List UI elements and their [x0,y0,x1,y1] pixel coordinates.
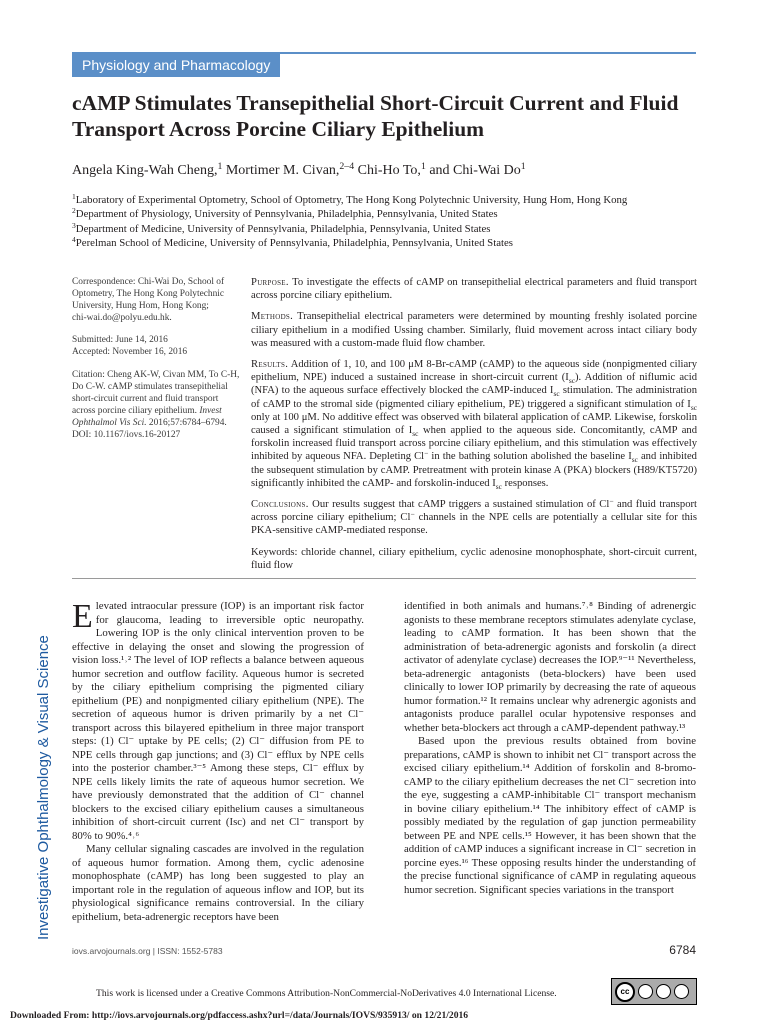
affiliation-4: $^4$Perelman School of Medicine, University of Pennsylvania, Philadelphia, Pennsylvania, United States [72,235,513,249]
correspondence-email[interactable]: chi-wai.do@polyu.edu.hk. [72,313,172,324]
body-paragraph: Based upon the previous results obtained from bovine preparations, cAMP is shown to inhibit net Cl⁻ transport across the excised ciliary epithelium.¹⁴ Addition of forskolin and 8-bromo-cAMP to the ciliary epithelium decreases the net Cl⁻ secretion into the eye, suggesting a cAMP-inhibitable Cl⁻ transport mechanism in bovine ciliary epithelium.¹⁴ The inhibitory effect of cAMP is possibly mediated by the regulation of gap junction permeability between PE and NPE cells.¹⁵ However, it has been shown that the addition of cAMP induces a significant increase in Cl⁻ secretion in porcine eyes.¹⁶ These opposing results hinder the understanding of the precise functional significance of cAMP in regulating aqueous humor secretion. Significant species variations in the transport [404,735,696,896]
by-icon [638,984,653,999]
body-column-left [72,600,364,924]
body-column-right [404,600,696,897]
abstract-purpose: Purpose. To investigate the effects of cAMP on transepithelial electrical parameters and fluid transport across porcine ciliary epithelium. [251,277,697,302]
affiliation-2: $^2$Department of Physiology, University of Pennsylvania, Philadelphia, Pennsylvania, United States [72,206,498,221]
abstract-divider [72,578,696,579]
cc-license-badge[interactable] [611,978,697,1005]
body-paragraph: Elevated intraocular pressure (IOP) is an important risk factor for glaucoma, leading to irreversible optic neuropathy. Lowering IOP is the only clinical intervention proven to be effective in delaying the onset and slowing the progression of vision loss.¹˒² The level of IOP reflects a balance between aqueous humor secretion and outflow facility. Aqueous humor is secreted by the ciliary epithelium comprising the pigmented ciliary epithelium (PE) and nonpigmented ciliary epithelium (NPE). The secretion of aqueous humor is driven primarily by a net Cl⁻ transport across this bilayered epithelium in three major transport steps: (1) Cl⁻ uptake by PE cells; (2) Cl⁻ diffusion from PE to NPE cells through gap junctions; and (3) Cl⁻ efflux by NPE cells into the posterior chamber.³⁻⁵ Among these steps, Cl⁻ efflux by NPE cells likely limits the rate of aqueous humor secretion. We have previously demonstrated that the addition of Cl⁻ channel blockers to the excised ciliary epithelium causes a simultaneous inhibition of short-circuit current (Isc) and net Cl⁻ transport by 80% to 90%.⁴˒⁶ [72,598,364,842]
affiliations [72,193,627,250]
author-affil-sup: 1 [520,161,526,173]
nc-icon [656,984,671,999]
author-affil-sup: 1 [217,161,223,173]
affiliation-3: $^3$Department of Medicine, University of Pennsylvania, Philadelphia, Pennsylvania, United States [72,220,491,235]
article-title: cAMP Stimulates Transepithelial Short-Circuit Current and Fluid Transport Across Porcine Ciliary Epithelium [72,91,679,141]
cc-icon: cc [615,982,635,1002]
page-number: 6784 [669,943,696,957]
submitted-date: Submitted: June 14, 2016 [72,335,168,346]
author-list [72,162,526,180]
citation: Citation: Cheng AK-W, Civan MM, To C-H, Do C-W. cAMP stimulates transepithelial short-circuit current and fluid transport across porcine ciliary epithelium. Invest Ophthalmol Vis Sci. 2016;57:6784–6794. DOI: 10.1167/iovs.16-20127 [72,369,240,441]
body-paragraph: Many cellular signaling cascades are involved in the regulation of aqueous humor formation. Among them, cyclic adenosine monophosphate (cAMP) has long been suggested to play an important role in the regulation of aqueous inflow and IOP, but its physiological significance remains controversial. In the ciliary epithelium, beta-adrenergic receptors have been [72,843,364,923]
author-name[interactable]: and Chi-Wai Do [429,163,521,178]
correspondence: Correspondence: Chi-Wai Do, School of Optometry, The Hong Kong Polytechnic University, Hung Hom, Hong Kong; chi-wai.do@polyu.edu.hk. [72,277,225,324]
author-affil-sup: 1 [420,161,426,173]
abstract-results: Results. Addition of 1, 10, and 100 μM 8-Br-cAMP (cAMP) to the aqueous side (nonpigmented ciliary epithelium, NPE) induced a sustained increase in short-circuit current $(I_{sc})$. Addition of niflumic acid (NFA) to the aqueous surface effectively blocked the cAMP-induced $I_{sc}$ stimulation. The administration of cAMP to the stromal side (pigmented ciliary epithelium, PE) triggered a significant stimulation of $I_{sc}$ only at 100 μM. No additive effect was observed with bilateral application of cAMP. Likewise, forskolin caused a significant stimulation of $I_{sc}$ when applied to the aqueous side. Concomitantly, cAMP and forskolin increased fluid transport across porcine ciliary epithelium, and this stimulation was effectively inhibited by aqueous NFA. Depleting Cl− in the bathing solution abolished the baseline $I_{sc}$ and inhibited the subsequent stimulation by cAMP. Pretreatment with protein kinase A (PKA) blockers (H89/KT5720) significantly inhibited the cAMP- and forskolin-induced $I_{sc}$ responses. [251,359,698,491]
abstract-methods: Methods. Transepithelial electrical parameters were determined by mounting freshly isolated porcine ciliary epithelium in a modified Ussing chamber. Similarly, fluid movement across intact ciliary body was measured with a custom-made fluid flow chamber. [251,311,697,349]
author-name[interactable]: Mortimer M. Civan, [225,163,340,178]
abstract-conclusions: Conclusions. Our results suggest that cAMP triggers a sustained stimulation of Cl− and fluid transport across porcine ciliary epithelium; Cl− channels in the NPE cells are potentially a cellular site for this PKA-sensitive cAMP-mediated response. [251,496,697,537]
author-name[interactable]: Angela King-Wah Cheng, [72,163,218,178]
journal-name-vertical: Investigative Ophthalmology & Visual Science [35,635,52,940]
accepted-date: Accepted: November 16, 2016 [72,347,188,358]
affiliation-1: $^1$Laboratory of Experimental Optometry, School of Optometry, The Hong Kong Polytechnic University, Hung Hom, Hong Kong [72,192,628,206]
dates [72,334,242,358]
author-affil-sup: 2–4 [339,161,355,173]
download-notice: Downloaded From: http://iovs.arvojournals.org/pdfaccess.ashx?url=/data/Journals/IOVS/935913/ on 12/21/2016 [10,1010,469,1021]
license-text[interactable]: This work is licensed under a Creative Commons Attribution-NonCommercial-NoDerivatives 4.0 International License. [96,988,557,999]
article-metadata [72,276,242,451]
keywords: Keywords: chloride channel, ciliary epithelium, cyclic adenosine monophosphate, short-circuit current, fluid flow [251,546,697,571]
body-paragraph: identified in both animals and humans.⁷˒⁸ Binding of adrenergic agonists to these membrane receptors stimulates adenylate cyclase, leading to cAMP formation. It has been shown that the administration of beta-adrenergic agonists and forskolin (a direct activator of adenylate cyclase) decreases the IOP.⁹⁻¹¹ Nevertheless, beta-adrenergic antagonists (beta-blockers) have been used clinically to lower IOP primarily by decreasing the rate of aqueous humor formation.¹² It remains unclear why adrenergic agonists and antagonists produce parallel ocular hypotensive responses and whether beta-blockers act through a cAMP-dependent pathway.¹³ [404,600,696,734]
section-label: Physiology and Pharmacology [72,53,280,77]
drop-cap: E [72,598,93,635]
journal-issn[interactable]: iovs.arvojournals.org | ISSN: 1552-5783 [72,946,223,956]
citation-doi[interactable]: 2016;57:6784–6794. DOI: 10.1167/iovs.16-20127 [72,417,227,441]
nd-icon [674,984,689,999]
abstract [251,276,697,580]
author-name[interactable]: Chi-Ho To, [357,163,421,178]
